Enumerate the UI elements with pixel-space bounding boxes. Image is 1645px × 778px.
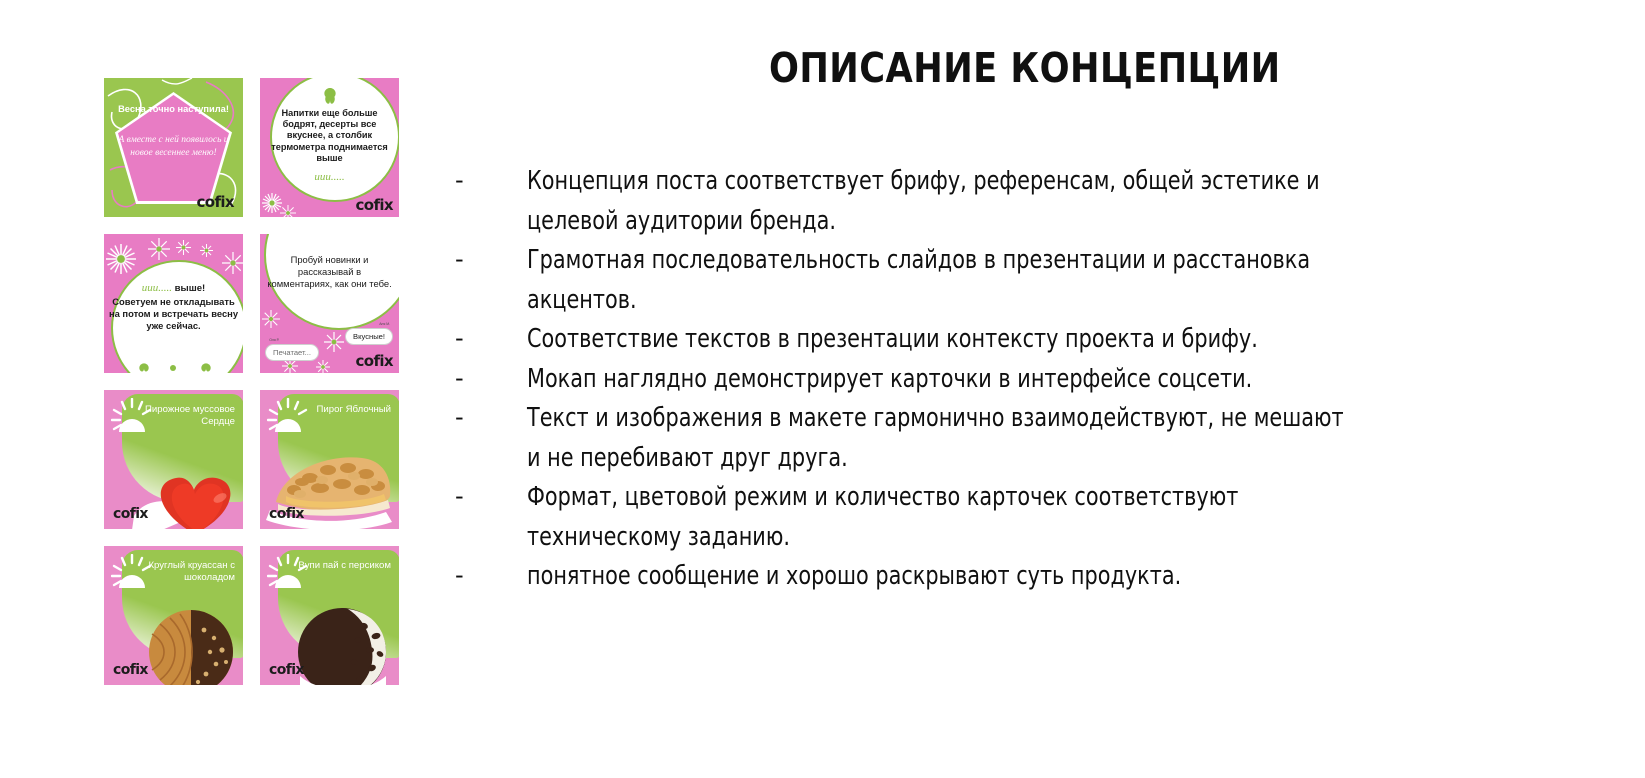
bullet-marker: -: [455, 363, 464, 392]
cofix-logo: cofix: [355, 196, 393, 214]
card-try-new-items[interactable]: [260, 234, 399, 373]
chat-name-left: Оля Р.: [269, 338, 280, 342]
cofix-logo: cofix: [269, 506, 304, 522]
daisy-flower-icon: [324, 332, 344, 352]
bullet-marker: -: [455, 324, 464, 353]
daisy-flower-icon: [200, 244, 213, 257]
round-croissant-image: [138, 608, 243, 685]
cofix-logo: cofix: [113, 662, 148, 678]
heart-cake-image: [132, 442, 243, 529]
list-item: [455, 241, 1565, 320]
bullet-marker: -: [455, 166, 464, 194]
card2-body: Напитки еще больше бодрят, десерты все вкуснее, а столбик термометра поднимается выше: [271, 108, 388, 163]
card-product-apple-pie[interactable]: [260, 390, 399, 529]
list-item: [455, 360, 1565, 400]
list-item: [455, 478, 1565, 557]
card-spring-announcement[interactable]: [104, 78, 243, 217]
card3-lead: выше!: [174, 283, 206, 294]
list-item: [455, 320, 1565, 360]
bullet-marker: -: [455, 482, 464, 511]
chat-bubble-left[interactable]: Печатает...: [265, 344, 319, 361]
clover-leaf-icon: [196, 361, 216, 373]
clover-leaf-icon: [318, 86, 342, 106]
product-title: Вупи пай с персиком: [298, 560, 391, 571]
bullet-marker: -: [455, 561, 464, 590]
cofix-logo: cofix: [196, 193, 234, 211]
list-item: [455, 557, 1565, 597]
list-item: [455, 399, 1565, 478]
card3-lead-line: [104, 282, 243, 294]
card4-body: Пробуй новинки и рассказывай в комментариях, как они тебе.: [267, 254, 392, 290]
bullet-text: Формат, цветовой режим и количество карточек соответствуют техническому заданию.: [527, 482, 1239, 552]
product-title: Круглый круассан с шоколадом: [148, 560, 235, 584]
bullet-text: Текст и изображения в макете гармонично взаимодействуют, не мешают и не перебивают друг друга.: [527, 403, 1344, 473]
chat-name-right: Аня М.: [378, 322, 390, 326]
bullet-marker: -: [455, 403, 464, 432]
list-item: [455, 162, 1565, 241]
cofix-logo: cofix: [355, 352, 393, 370]
page-title: ОПИСАНИЕ КОНЦЕПЦИИ: [768, 44, 1281, 92]
bullet-text: Грамотная последовательность слайдов в презентации и расстановка акцентов.: [527, 245, 1311, 315]
daisy-flower-icon: [316, 360, 330, 373]
product-title: Пирог Яблочный: [316, 404, 391, 415]
card3-body: Советуем не откладывать на потом и встречать весну уже сейчас.: [108, 296, 239, 331]
chat-bubble-right[interactable]: Вкусные!: [345, 328, 393, 345]
bullet-text: Концепция поста соответствует брифу, референсам, общей эстетике и целевой аудитории бренда.: [527, 166, 1320, 236]
card2-script: иии.....: [314, 171, 345, 183]
concept-description-list: [455, 162, 1565, 597]
daisy-flower-icon: [148, 238, 170, 260]
card-product-mousse-heart[interactable]: [104, 390, 243, 529]
bullet-marker: -: [455, 245, 464, 274]
daisy-flower-icon: [262, 193, 282, 213]
card-product-whoopie-pie[interactable]: [260, 546, 399, 685]
product-title: Пирожное муссовое Сердце: [145, 404, 235, 428]
bullet-text: Мокап наглядно демонстрирует карточки в интерфейсе соцсети.: [527, 363, 1253, 394]
cofix-logo: cofix: [269, 662, 304, 678]
card1-script-text: А вместе с ней появилось и новое весеннее меню!: [118, 135, 229, 158]
bullet-text: понятное сообщение и хорошо раскрывают суть продукта.: [527, 561, 1182, 592]
daisy-flower-icon: [262, 310, 280, 328]
daisy-flower-icon: [176, 240, 191, 255]
mockup-card-grid: [104, 78, 414, 688]
card-advice[interactable]: [104, 234, 243, 373]
card1-headline: Весна точно наступила!: [118, 104, 229, 114]
clover-leaf-icon: [134, 361, 154, 373]
dot-decor-icon: [170, 365, 176, 371]
daisy-flower-icon: [106, 244, 136, 274]
bullet-text: Соответствие текстов в презентации контексту проекта и брифу.: [527, 324, 1258, 355]
card-product-round-croissant[interactable]: [104, 546, 243, 685]
card-drinks-desserts[interactable]: [260, 78, 399, 217]
daisy-flower-icon: [222, 252, 243, 274]
cofix-logo: cofix: [113, 506, 148, 522]
daisy-flower-icon: [280, 205, 296, 217]
card3-script: иии.....: [141, 282, 172, 294]
